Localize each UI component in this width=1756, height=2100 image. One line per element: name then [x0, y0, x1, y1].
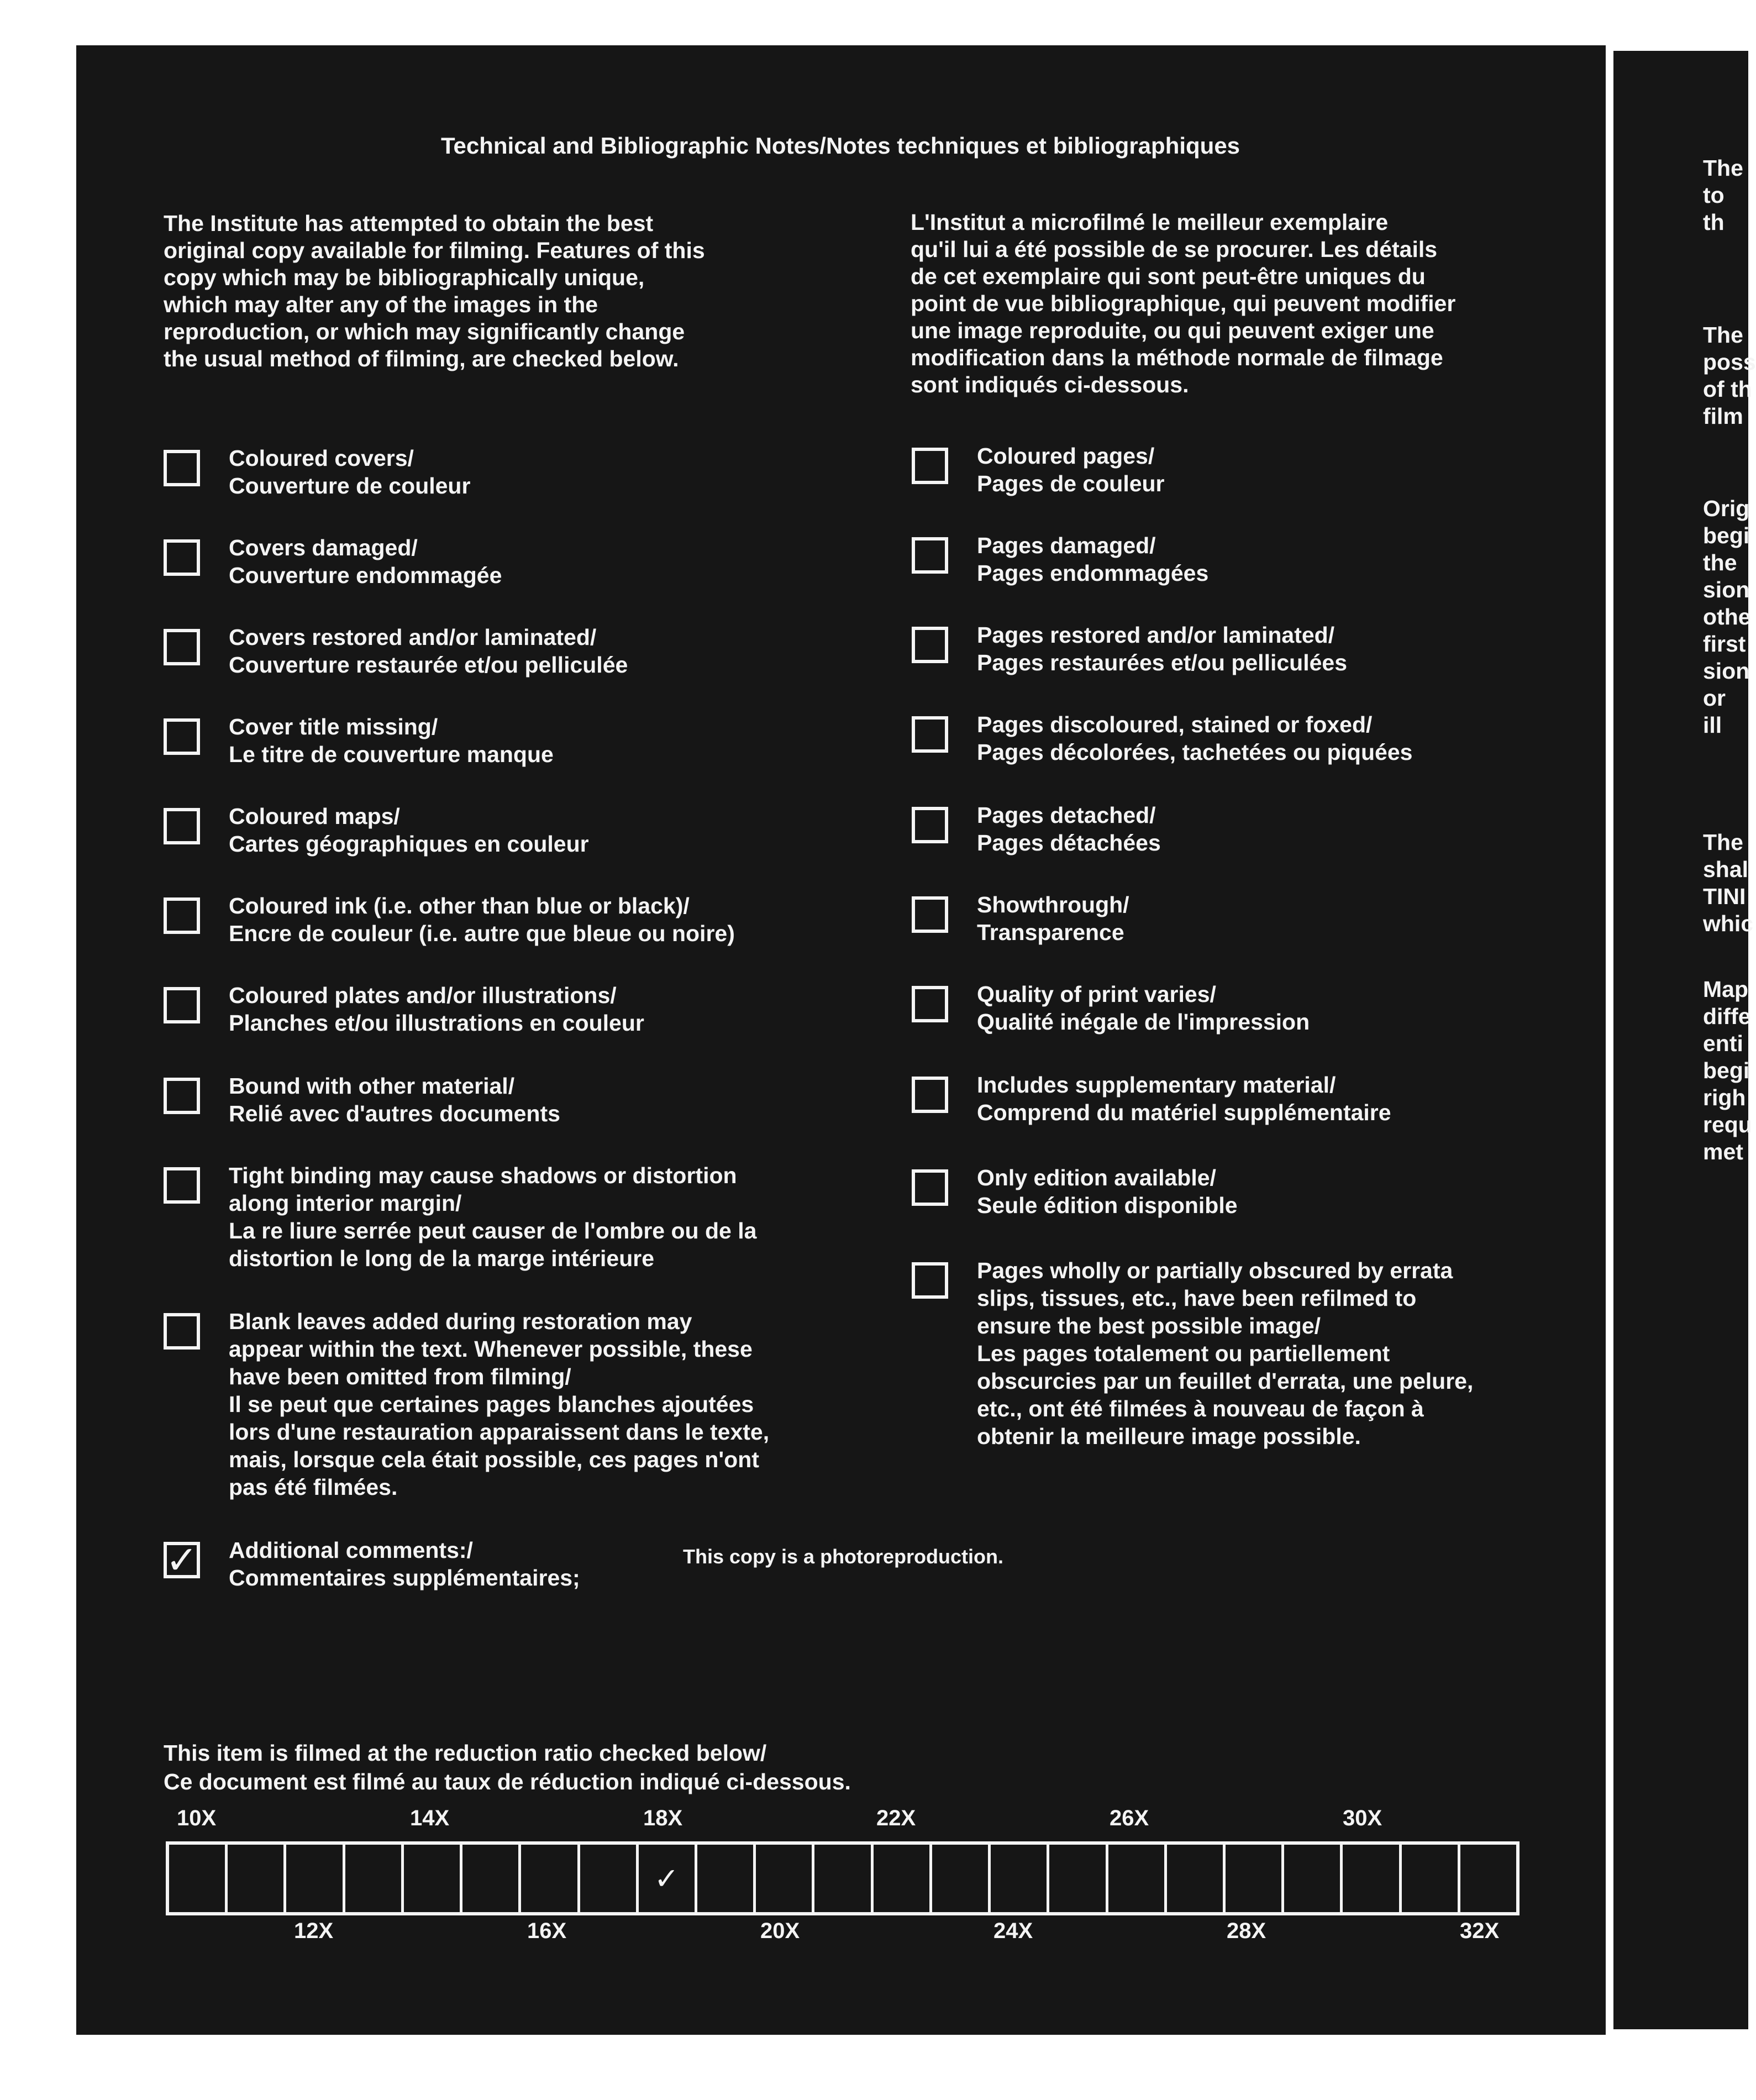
ratio-label: 30X [1343, 1806, 1382, 1830]
ratio-label: 10X [177, 1806, 217, 1830]
right-checklist-label: Pages detached/ Pages détachées [977, 802, 1161, 855]
ratio-cell[interactable] [521, 1845, 580, 1912]
left-checklist-checkbox[interactable] [164, 987, 200, 1023]
ratio-cell[interactable] [814, 1845, 873, 1912]
left-checklist-checkbox[interactable] [164, 1078, 200, 1114]
right-checklist-item[interactable] [912, 801, 1161, 857]
ratio-label: 14X [410, 1806, 450, 1830]
ratio-cell[interactable] [462, 1845, 521, 1912]
ratio-cell[interactable] [1402, 1845, 1460, 1912]
right-checklist-checkbox[interactable] [912, 1262, 948, 1299]
page-title: Technical and Bibliographic Notes/Notes techniques et bibliographiques [440, 133, 1240, 159]
ratio-label: 26X [1110, 1806, 1149, 1830]
reduction-ratio-instructions: This item is filmed at the reduction ratio checked below/ Ce document est filmé au taux de réduction indiqué ci-dessous. [164, 1740, 851, 1794]
ratio-cell[interactable] [991, 1845, 1049, 1912]
left-checklist-checkbox[interactable] [164, 897, 200, 934]
left-checklist-item[interactable] [164, 713, 554, 768]
adjacent-page-paragraph: The shal TINI whic [1703, 830, 1754, 936]
left-checklist-label: Cover title missing/ Le titre de couverture manque [229, 714, 554, 767]
ratio-label: 28X [1227, 1919, 1266, 1943]
ratio-cell[interactable] [874, 1845, 932, 1912]
ratio-cell[interactable] [932, 1845, 991, 1912]
left-checklist-item[interactable] [164, 1308, 769, 1501]
ratio-cell[interactable] [1343, 1845, 1401, 1912]
right-checklist-item[interactable] [912, 1071, 1391, 1126]
left-checklist-item[interactable] [164, 892, 735, 947]
additional-comments-label: Additional comments:/ Commentaires supplémentaires; [229, 1537, 580, 1590]
adjacent-page-paragraph: Orig begi the sion othe first sion or ill [1703, 496, 1751, 738]
left-checklist-label: Coloured covers/ Couverture de couleur [229, 445, 471, 498]
left-checklist-label: Coloured plates and/or illustrations/ Planches et/ou illustrations en couleur [229, 983, 644, 1036]
right-checklist-checkbox[interactable] [912, 986, 948, 1022]
ratio-label: 24X [993, 1919, 1033, 1943]
right-checklist-label: Only edition available/ Seule édition disponible [977, 1165, 1238, 1218]
right-checklist-label: Pages discoloured, stained or foxed/ Pages décolorées, tachetées ou piquées [977, 712, 1413, 765]
right-checklist-item[interactable] [912, 980, 1310, 1036]
right-checklist-checkbox[interactable] [912, 537, 948, 574]
left-checklist-label: Covers restored and/or laminated/ Couverture restaurée et/ou pelliculée [229, 624, 628, 678]
left-checklist-label: Covers damaged/ Couverture endommagée [229, 535, 502, 588]
ratio-cell[interactable] [169, 1845, 228, 1912]
right-checklist-label: Quality of print varies/ Qualité inégale de l'impression [977, 981, 1310, 1035]
right-checklist-label: Pages wholly or partially obscured by errata slips, tissues, etc., have been refilmed to ensure the best possible image/ Les pages totalement ou partiellement obscurcies par un feuillet d'errata, une pelure, etc., ont été filmées à nouveau de façon à obtenir la meilleure image possible. [977, 1258, 1474, 1449]
right-checklist-item[interactable] [912, 621, 1347, 676]
left-checklist-item[interactable] [164, 534, 502, 589]
ratio-cell[interactable] [580, 1845, 639, 1912]
left-checklist-label: Coloured ink (i.e. other than blue or black)/ Encre de couleur (i.e. autre que bleue ou noire) [229, 893, 735, 946]
check-icon: ✓ [165, 1539, 198, 1582]
ratio-cell[interactable] [1049, 1845, 1108, 1912]
left-checklist-checkbox[interactable] [164, 450, 200, 486]
ratio-cell[interactable] [1108, 1845, 1167, 1912]
ratio-label: 16X [527, 1919, 567, 1943]
ratio-cell[interactable] [697, 1845, 756, 1912]
additional-comments-checkbox[interactable] [164, 1539, 200, 1582]
ratio-label: 32X [1460, 1919, 1500, 1943]
reduction-ratio-strip [166, 1841, 1520, 1915]
left-checklist-checkbox[interactable] [164, 629, 200, 665]
ratio-label: 18X [643, 1806, 683, 1830]
left-checklist-label: Coloured maps/ Cartes géographiques en couleur [229, 804, 589, 857]
left-checklist-label: Tight binding may cause shadows or distortion along interior margin/ La re liure serrée peut causer de l'ombre ou de la distortion le long de la marge intérieure [229, 1163, 757, 1271]
right-checklist-label: Pages damaged/ Pages endommagées [977, 533, 1209, 586]
left-checklist-label: Blank leaves added during restoration may appear within the text. Whenever possible, these have been omitted from filming/ Il se peut que certaines pages blanches ajoutées lors d'une restauration apparaissent dans le texte, mais, lorsque cela était possible, ces pages n'ont pas été filmées. [229, 1309, 770, 1500]
right-checklist-item[interactable] [912, 891, 1129, 946]
ratio-cell[interactable] [1226, 1845, 1284, 1912]
ratio-cell[interactable] [228, 1845, 286, 1912]
right-checklist-label: Showthrough/ Transparence [977, 892, 1129, 945]
ratio-label: 12X [294, 1919, 334, 1943]
right-checklist-item[interactable] [912, 1257, 1473, 1450]
left-checklist-label: Bound with other material/ Relié avec d'autres documents [229, 1073, 560, 1126]
intro-english: The Institute has attempted to obtain the best original copy available for filming. Features of this copy which may be bibliographically unique, which may alter any of the images in the reproduction, or which may significantly change the usual method of filming, are checked below. [164, 211, 705, 371]
left-checklist-item[interactable] [164, 623, 628, 679]
left-checklist-item[interactable] [164, 1162, 756, 1272]
right-checklist-label: Pages restored and/or laminated/ Pages restaurées et/ou pelliculées [977, 622, 1347, 675]
ratio-label: 22X [876, 1806, 916, 1830]
right-checklist-label: Includes supplementary material/ Comprend du matériel supplémentaire [977, 1072, 1391, 1125]
right-checklist-checkbox[interactable] [912, 1169, 948, 1206]
left-checklist-item[interactable] [164, 802, 589, 858]
ratio-cell[interactable] [756, 1845, 814, 1912]
ratio-cell[interactable] [1460, 1845, 1516, 1912]
ratio-cell[interactable] [286, 1845, 345, 1912]
left-checklist-checkbox[interactable] [164, 808, 200, 844]
right-checklist-checkbox[interactable] [912, 896, 948, 933]
ratio-cell[interactable] [345, 1845, 404, 1912]
right-checklist-checkbox[interactable] [912, 627, 948, 663]
additional-comments-value: This copy is a photoreproduction. [683, 1545, 1004, 1568]
left-checklist-item[interactable] [164, 444, 470, 500]
ratio-cell[interactable] [1284, 1845, 1343, 1912]
additional-comments-item[interactable] [164, 1536, 580, 1592]
right-checklist-checkbox[interactable] [912, 1077, 948, 1113]
adjacent-page-paragraph: The to th [1703, 155, 1743, 235]
left-checklist-checkbox[interactable] [164, 1167, 200, 1204]
right-checklist-checkbox[interactable] [912, 448, 948, 484]
ratio-cell[interactable] [404, 1845, 462, 1912]
ratio-cell[interactable] [1167, 1845, 1226, 1912]
right-checklist-label: Coloured pages/ Pages de couleur [977, 443, 1165, 496]
left-checklist-checkbox[interactable] [164, 1313, 200, 1350]
adjacent-page-paragraph: The poss of th film [1703, 322, 1756, 429]
intro-french: L'Institut a microfilmé le meilleur exemplaire qu'il lui a été possible de se procurer. Les détails de cet exemplaire qui sont peut-être uniques du point de vue bibliographique, qui peuvent modifier une image reproduite, ou qui peuvent exiger une modification dans la méthode normale de filmage sont indiqués ci-dessous. [911, 209, 1456, 397]
adjacent-page-paragraph: Map diffe enti begi righ requ met [1703, 977, 1752, 1164]
right-checklist-item[interactable] [912, 711, 1412, 766]
right-checklist-item[interactable] [912, 442, 1165, 497]
right-checklist-item[interactable] [912, 1164, 1238, 1219]
left-checklist-checkbox[interactable] [164, 718, 200, 755]
ratio-cell[interactable]: ✓ [639, 1845, 697, 1912]
left-checklist-item[interactable] [164, 981, 644, 1037]
right-checklist-checkbox[interactable] [912, 716, 948, 753]
right-checklist-checkbox[interactable] [912, 807, 948, 843]
right-checklist-item[interactable] [912, 532, 1208, 587]
ratio-label: 20X [760, 1919, 800, 1943]
left-checklist-checkbox[interactable] [164, 539, 200, 576]
left-checklist-item[interactable] [164, 1072, 560, 1127]
